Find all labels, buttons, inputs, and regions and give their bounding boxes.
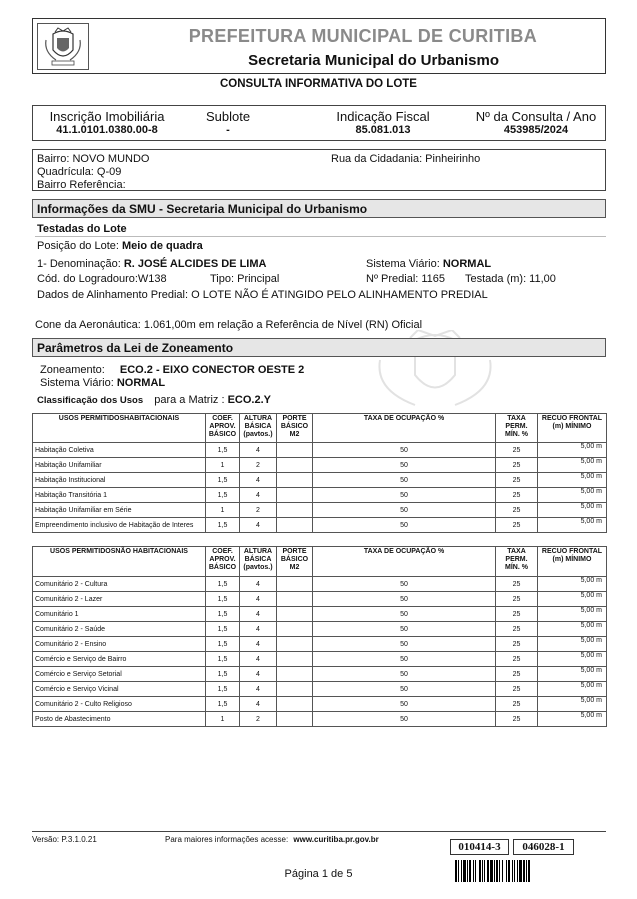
zoneamento-sistema-value: NORMAL <box>116 377 166 389</box>
cell-altura: 4 <box>240 607 277 622</box>
posicao-value: Meio de quadra <box>122 240 203 252</box>
cell-taxa-ocupacao: 50 <box>313 607 496 622</box>
footer-info <box>165 835 379 844</box>
cell-recuo: 5,00 m <box>538 592 607 607</box>
zoneamento-section-title: Parâmetros da Lei de Zoneamento <box>32 338 606 357</box>
cell-taxa-ocupacao: 50 <box>313 682 496 697</box>
col-header-porte: PORTE BÁSICO M2 <box>277 547 313 577</box>
cell-porte <box>277 622 313 637</box>
cell-coef: 1 <box>206 712 240 727</box>
cell-taxa-ocupacao: 50 <box>313 712 496 727</box>
footer-info-label: Para maiores informações acesse: <box>165 835 289 844</box>
cell-coef: 1,5 <box>206 607 240 622</box>
nao-habitacionais-table <box>32 546 607 727</box>
cell-porte <box>277 443 313 458</box>
col-header-recuo: RECUO FRONTAL (m) MÍNIMO <box>538 547 607 577</box>
cell-taxa-perm: 25 <box>496 577 538 592</box>
cell-porte <box>277 697 313 712</box>
denominacao-line <box>37 258 266 270</box>
sublote-label: Sublote <box>205 109 251 124</box>
cell-uso: Comunitário 2 - Ensino <box>33 637 206 652</box>
table-row <box>33 518 607 533</box>
cell-altura: 2 <box>240 712 277 727</box>
cell-recuo: 5,00 m <box>538 488 607 503</box>
table-row <box>33 577 607 592</box>
cell-uso: Habitação Coletiva <box>33 443 206 458</box>
cell-porte <box>277 458 313 473</box>
cell-uso: Empreendimento inclusivo de Habitação de Interes <box>33 518 206 533</box>
cell-recuo: 5,00 m <box>538 473 607 488</box>
cell-taxa-perm: 25 <box>496 503 538 518</box>
cell-uso: Habitação Transitória 1 <box>33 488 206 503</box>
indicacao-fiscal-value: 85.081.013 <box>355 124 411 136</box>
cell-porte <box>277 637 313 652</box>
sublote-value: - <box>226 124 230 136</box>
cell-altura: 4 <box>240 488 277 503</box>
table-row <box>33 458 607 473</box>
numero-predial: Nº Predial: 1165 <box>366 273 446 285</box>
matriz-label: para a Matriz : <box>154 394 225 406</box>
table-row <box>33 652 607 667</box>
cell-taxa-ocupacao: 50 <box>313 577 496 592</box>
page-number: Página 1 de 5 <box>284 868 353 880</box>
col-header-usos: USOS PERMITIDOSHABITACIONAIS <box>33 414 206 443</box>
cell-taxa-ocupacao: 50 <box>313 488 496 503</box>
zoneamento-sistema-label: Sistema Viário: <box>40 377 114 389</box>
cell-coef: 1,5 <box>206 443 240 458</box>
testadas-heading: Testadas do Lote <box>37 223 127 235</box>
col-header-taxa-ocupacao: TAXA DE OCUPAÇÃO % <box>313 414 496 443</box>
cell-altura: 4 <box>240 592 277 607</box>
cell-recuo: 5,00 m <box>538 503 607 518</box>
cell-porte <box>277 652 313 667</box>
table-row <box>33 488 607 503</box>
cell-taxa-ocupacao: 50 <box>313 697 496 712</box>
cell-porte <box>277 682 313 697</box>
cell-coef: 1,5 <box>206 667 240 682</box>
version-text: Versão: P.3.1.0.21 <box>32 835 97 844</box>
posicao-label: Posição do Lote: <box>37 240 119 252</box>
cell-taxa-ocupacao: 50 <box>313 667 496 682</box>
col-header-taxa-perm: TAXA PERM. MÍN. % <box>496 414 538 443</box>
cell-altura: 4 <box>240 667 277 682</box>
cell-taxa-perm: 25 <box>496 637 538 652</box>
posicao-lote-line <box>37 240 203 252</box>
cell-coef: 1,5 <box>206 697 240 712</box>
cell-taxa-ocupacao: 50 <box>313 637 496 652</box>
bairro-box <box>32 149 606 191</box>
cell-taxa-perm: 25 <box>496 592 538 607</box>
cell-coef: 1,5 <box>206 682 240 697</box>
divider <box>35 236 606 237</box>
cell-coef: 1,5 <box>206 592 240 607</box>
footer-divider <box>32 831 606 832</box>
table-row <box>33 473 607 488</box>
website-link[interactable]: www.curitiba.pr.gov.br <box>293 835 379 844</box>
cell-uso: Comunitário 2 - Cultura <box>33 577 206 592</box>
cell-uso: Comércio e Serviço Vicinal <box>33 682 206 697</box>
tipo-text: Tipo: Principal <box>210 273 280 285</box>
cell-altura: 4 <box>240 443 277 458</box>
denominacao-value: R. JOSÉ ALCIDES DE LIMA <box>123 258 267 270</box>
cell-taxa-ocupacao: 50 <box>313 592 496 607</box>
page-title: PREFEITURA MUNICIPAL DE CURITIBA <box>188 26 537 46</box>
cell-recuo: 5,00 m <box>538 637 607 652</box>
cell-porte <box>277 473 313 488</box>
col-header-altura: ALTURA BÁSICA (pavtos.) <box>240 414 277 443</box>
control-code-1: 010414-3 <box>450 839 509 855</box>
cell-porte <box>277 667 313 682</box>
col-header-porte: PORTE BÁSICO M2 <box>277 414 313 443</box>
cell-altura: 2 <box>240 503 277 518</box>
cell-uso: Habitação Institucional <box>33 473 206 488</box>
smu-section-title: Informações da SMU - Secretaria Municipal do Urbanismo <box>32 199 606 218</box>
cell-taxa-ocupacao: 50 <box>313 622 496 637</box>
cell-porte <box>277 518 313 533</box>
page-subtitle: Secretaria Municipal do Urbanismo <box>248 52 499 69</box>
matriz-value: ECO.2.Y <box>227 394 271 406</box>
consulta-ano-label: Nº da Consulta / Ano <box>475 109 597 124</box>
cell-porte <box>277 592 313 607</box>
cell-taxa-perm: 25 <box>496 443 538 458</box>
cell-uso: Posto de Abastecimento <box>33 712 206 727</box>
cell-uso: Habitação Unifamiliar <box>33 458 206 473</box>
consulta-ano-value: 453985/2024 <box>503 124 569 136</box>
cell-taxa-perm: 25 <box>496 682 538 697</box>
quadricula-text: Quadrícula: Q-09 <box>37 166 122 178</box>
cell-recuo: 5,00 m <box>538 652 607 667</box>
sistema-viario-value: NORMAL <box>442 258 492 270</box>
cell-taxa-perm: 25 <box>496 697 538 712</box>
cell-altura: 4 <box>240 637 277 652</box>
col-header-taxa-ocupacao: TAXA DE OCUPAÇÃO % <box>313 547 496 577</box>
table-row <box>33 712 607 727</box>
table-row <box>33 697 607 712</box>
zoneamento-value: ECO.2 - EIXO CONECTOR OESTE 2 <box>119 364 305 376</box>
cell-taxa-ocupacao: 50 <box>313 473 496 488</box>
table-row <box>33 607 607 622</box>
indicacao-fiscal-label: Indicação Fiscal <box>336 109 430 124</box>
cell-taxa-ocupacao: 50 <box>313 458 496 473</box>
cell-taxa-perm: 25 <box>496 473 538 488</box>
cell-altura: 2 <box>240 458 277 473</box>
zoneamento-line <box>40 364 304 376</box>
cell-taxa-perm: 25 <box>496 712 538 727</box>
cell-taxa-perm: 25 <box>496 652 538 667</box>
cell-uso: Comunitário 2 - Lazer <box>33 592 206 607</box>
cell-recuo: 5,00 m <box>538 443 607 458</box>
cell-taxa-perm: 25 <box>496 458 538 473</box>
cell-porte <box>277 712 313 727</box>
cod-logradouro: Cód. do Logradouro:W138 <box>37 273 167 285</box>
table-row <box>33 503 607 518</box>
cell-recuo: 5,00 m <box>538 667 607 682</box>
cell-taxa-perm: 25 <box>496 607 538 622</box>
cell-recuo: 5,00 m <box>538 712 607 727</box>
cell-altura: 4 <box>240 697 277 712</box>
cell-coef: 1,5 <box>206 473 240 488</box>
col-header-recuo: RECUO FRONTAL (m) MÍNIMO <box>538 414 607 443</box>
control-code-2: 046028-1 <box>513 839 574 855</box>
classificacao-label: Classificação dos Usos <box>37 395 144 406</box>
cell-uso: Comunitário 2 - Saúde <box>33 622 206 637</box>
cell-altura: 4 <box>240 652 277 667</box>
testada-text: Testada (m): 11,00 <box>465 273 556 285</box>
document-title: CONSULTA INFORMATIVA DO LOTE <box>220 78 417 90</box>
habitacionais-table <box>32 413 607 533</box>
cell-taxa-perm: 25 <box>496 518 538 533</box>
cell-coef: 1 <box>206 458 240 473</box>
cell-taxa-ocupacao: 50 <box>313 503 496 518</box>
sistema-viario-label: Sistema Viário: <box>366 258 440 270</box>
rua-cidadania-text: Rua da Cidadania: Pinheirinho <box>331 153 481 165</box>
cell-uso: Habitação Unifamiliar em Série <box>33 503 206 518</box>
cell-coef: 1,5 <box>206 652 240 667</box>
bairro-referencia-text: Bairro Referência: <box>37 179 126 191</box>
col-header-usos: USOS PERMITIDOSNÃO HABITACIONAIS <box>33 547 206 577</box>
col-header-altura: ALTURA BÁSICA (pavtos.) <box>240 547 277 577</box>
table-row <box>33 622 607 637</box>
cell-recuo: 5,00 m <box>538 518 607 533</box>
cell-coef: 1,5 <box>206 637 240 652</box>
col-header-coef: COEF. APROV. BÁSICO <box>206 547 240 577</box>
cell-porte <box>277 503 313 518</box>
cell-coef: 1,5 <box>206 488 240 503</box>
col-header-taxa-perm: TAXA PERM. MÍN. % <box>496 547 538 577</box>
cell-altura: 4 <box>240 473 277 488</box>
table-row <box>33 443 607 458</box>
denominacao-label: 1- Denominação: <box>37 258 121 270</box>
cell-uso: Comunitário 1 <box>33 607 206 622</box>
cell-coef: 1,5 <box>206 577 240 592</box>
table-row <box>33 637 607 652</box>
table-row <box>33 682 607 697</box>
cell-recuo: 5,00 m <box>538 682 607 697</box>
classificacao-line <box>37 394 271 406</box>
cell-coef: 1,5 <box>206 518 240 533</box>
inscricao-label: Inscrição Imobiliária <box>49 109 165 124</box>
table-row <box>33 592 607 607</box>
cell-altura: 4 <box>240 577 277 592</box>
cone-aeronautica-text: Cone da Aeronáutica: 1.061,00m em relação a Referência de Nível (RN) Oficial <box>35 319 423 331</box>
inscricao-box <box>32 105 606 141</box>
cell-recuo: 5,00 m <box>538 697 607 712</box>
cell-uso: Comércio e Serviço Setorial <box>33 667 206 682</box>
inscricao-value: 41.1.0101.0380.00-8 <box>56 124 158 136</box>
document-header <box>32 18 606 74</box>
table-row <box>33 667 607 682</box>
cell-taxa-perm: 25 <box>496 667 538 682</box>
zoneamento-sistema-line <box>40 377 165 389</box>
cell-porte <box>277 577 313 592</box>
bairro-text: Bairro: NOVO MUNDO <box>37 153 150 165</box>
sistema-viario-line <box>366 258 491 270</box>
cell-taxa-ocupacao: 50 <box>313 443 496 458</box>
zoneamento-label: Zoneamento: <box>40 364 105 376</box>
cell-uso: Comunitário 2 - Culto Religioso <box>33 697 206 712</box>
cell-altura: 4 <box>240 518 277 533</box>
cell-taxa-ocupacao: 50 <box>313 518 496 533</box>
cell-recuo: 5,00 m <box>538 622 607 637</box>
cell-taxa-perm: 25 <box>496 622 538 637</box>
cell-porte <box>277 607 313 622</box>
cell-uso: Comércio e Serviço de Bairro <box>33 652 206 667</box>
cell-altura: 4 <box>240 622 277 637</box>
cell-taxa-ocupacao: 50 <box>313 652 496 667</box>
alinhamento-text: Dados de Alinhamento Predial: O LOTE NÃO É ATINGIDO PELO ALINHAMENTO PREDIAL <box>37 289 488 301</box>
cell-porte <box>277 488 313 503</box>
col-header-coef: COEF. APROV. BÁSICO <box>206 414 240 443</box>
cell-taxa-perm: 25 <box>496 488 538 503</box>
cell-recuo: 5,00 m <box>538 607 607 622</box>
cell-coef: 1,5 <box>206 622 240 637</box>
cell-altura: 4 <box>240 682 277 697</box>
cell-coef: 1 <box>206 503 240 518</box>
cell-recuo: 5,00 m <box>538 458 607 473</box>
cell-recuo: 5,00 m <box>538 577 607 592</box>
